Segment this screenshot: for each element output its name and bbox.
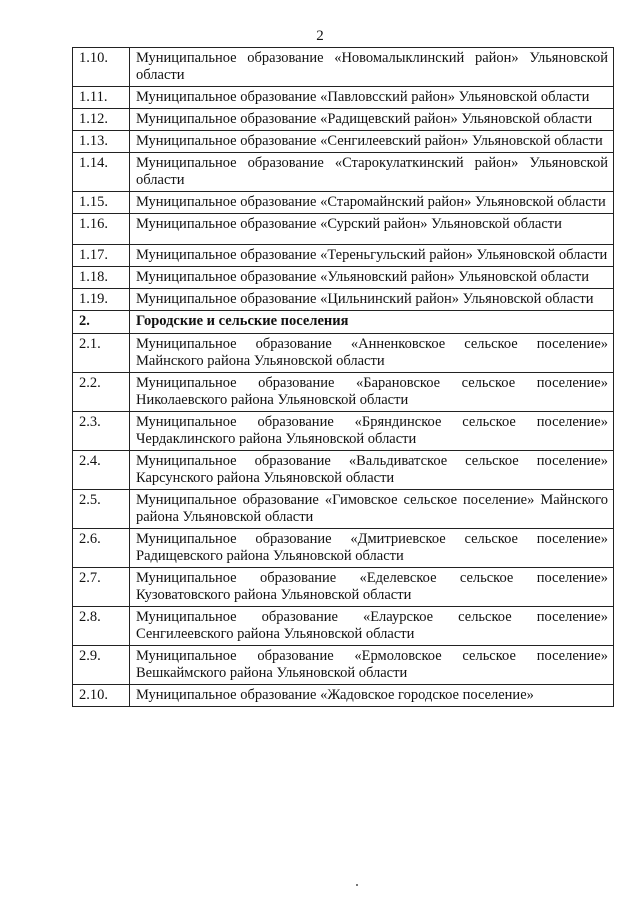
row-text: Муниципальное образование «Дмитриевское сельское поселение» Радищевского района Ульяновской области: [130, 529, 614, 568]
row-text: Муниципальное образование «Еделевское сельское поселение» Кузоватовского района Ульяновской области: [130, 568, 614, 607]
row-number: 2.7.: [73, 568, 130, 607]
table-row: [73, 214, 614, 245]
section-number: 2.: [73, 311, 130, 334]
table-row: [73, 685, 614, 707]
row-number: 2.6.: [73, 529, 130, 568]
row-number: 2.4.: [73, 451, 130, 490]
table-row: [73, 131, 614, 153]
table-row: [73, 646, 614, 685]
table-row: [73, 607, 614, 646]
row-number: 2.10.: [73, 685, 130, 707]
row-number: 2.1.: [73, 334, 130, 373]
table-row: [73, 109, 614, 131]
row-text: Муниципальное образование «Тереньгульский район» Ульяновской области: [130, 245, 614, 267]
table-row: [73, 412, 614, 451]
row-text: Муниципальное образование «Барановское сельское поселение» Николаевского района Ульяновской области: [130, 373, 614, 412]
row-number: 1.17.: [73, 245, 130, 267]
table-row: [73, 87, 614, 109]
table-row: [73, 192, 614, 214]
row-number: 2.8.: [73, 607, 130, 646]
row-number: 2.5.: [73, 490, 130, 529]
row-text: Муниципальное образование «Сурский район» Ульяновской области: [130, 214, 614, 245]
row-text: Муниципальное образование «Ульяновский район» Ульяновской области: [130, 267, 614, 289]
table-row: [73, 48, 614, 87]
row-text: Муниципальное образование «Гимовское сельское поселение» Майнского района Ульяновской области: [130, 490, 614, 529]
row-text: Муниципальное образование «Сенгилеевский район» Ульяновской области: [130, 131, 614, 153]
table-row: [73, 490, 614, 529]
row-number: 2.9.: [73, 646, 130, 685]
row-number: 1.10.: [73, 48, 130, 87]
table-row: [73, 568, 614, 607]
row-text: Муниципальное образование «Радищевский район» Ульяновской области: [130, 109, 614, 131]
page-number: 2: [316, 28, 324, 44]
row-number: 1.15.: [73, 192, 130, 214]
row-text: Муниципальное образование «Елаурское сельское поселение» Сенгилеевского района Ульяновской области: [130, 607, 614, 646]
table-row: [73, 334, 614, 373]
table-row: [73, 267, 614, 289]
row-text: Муниципальное образование «Бряндинское сельское поселение» Чердаклинского района Ульяновской области: [130, 412, 614, 451]
row-text: Муниципальное образование «Вальдиватское сельское поселение» Карсунского района Ульяновской области: [130, 451, 614, 490]
row-number: 1.16.: [73, 214, 130, 245]
table-row: [73, 451, 614, 490]
row-text: Муниципальное образование «Старокулаткинский район» Ульяновской области: [130, 153, 614, 192]
municipalities-table: [72, 47, 614, 707]
table-row: [73, 289, 614, 311]
table-row: [73, 245, 614, 267]
row-text: Муниципальное образование «Жадовское городское поселение»: [130, 685, 614, 707]
section-heading-row: [73, 311, 614, 334]
row-number: 1.19.: [73, 289, 130, 311]
row-number: 2.3.: [73, 412, 130, 451]
row-number: 1.14.: [73, 153, 130, 192]
row-text: Муниципальное образование «Старомайнский район» Ульяновской области: [130, 192, 614, 214]
row-number: 1.12.: [73, 109, 130, 131]
row-number: 1.18.: [73, 267, 130, 289]
scan-speck: [356, 884, 358, 886]
table-row: [73, 373, 614, 412]
row-text: Муниципальное образование «Павловсский район» Ульяновской области: [130, 87, 614, 109]
row-text: Муниципальное образование «Ермоловское сельское поселение» Вешкаймского района Ульяновской области: [130, 646, 614, 685]
row-text: Муниципальное образование «Цильнинский район» Ульяновской области: [130, 289, 614, 311]
row-number: 2.2.: [73, 373, 130, 412]
row-number: 1.11.: [73, 87, 130, 109]
row-text: Муниципальное образование «Новомалыклинский район» Ульяновской области: [130, 48, 614, 87]
table-row: [73, 529, 614, 568]
section-title: Городские и сельские поселения: [130, 311, 614, 334]
row-text: Муниципальное образование «Анненковское сельское поселение» Майнского района Ульяновской области: [130, 334, 614, 373]
table-row: [73, 153, 614, 192]
row-number: 1.13.: [73, 131, 130, 153]
